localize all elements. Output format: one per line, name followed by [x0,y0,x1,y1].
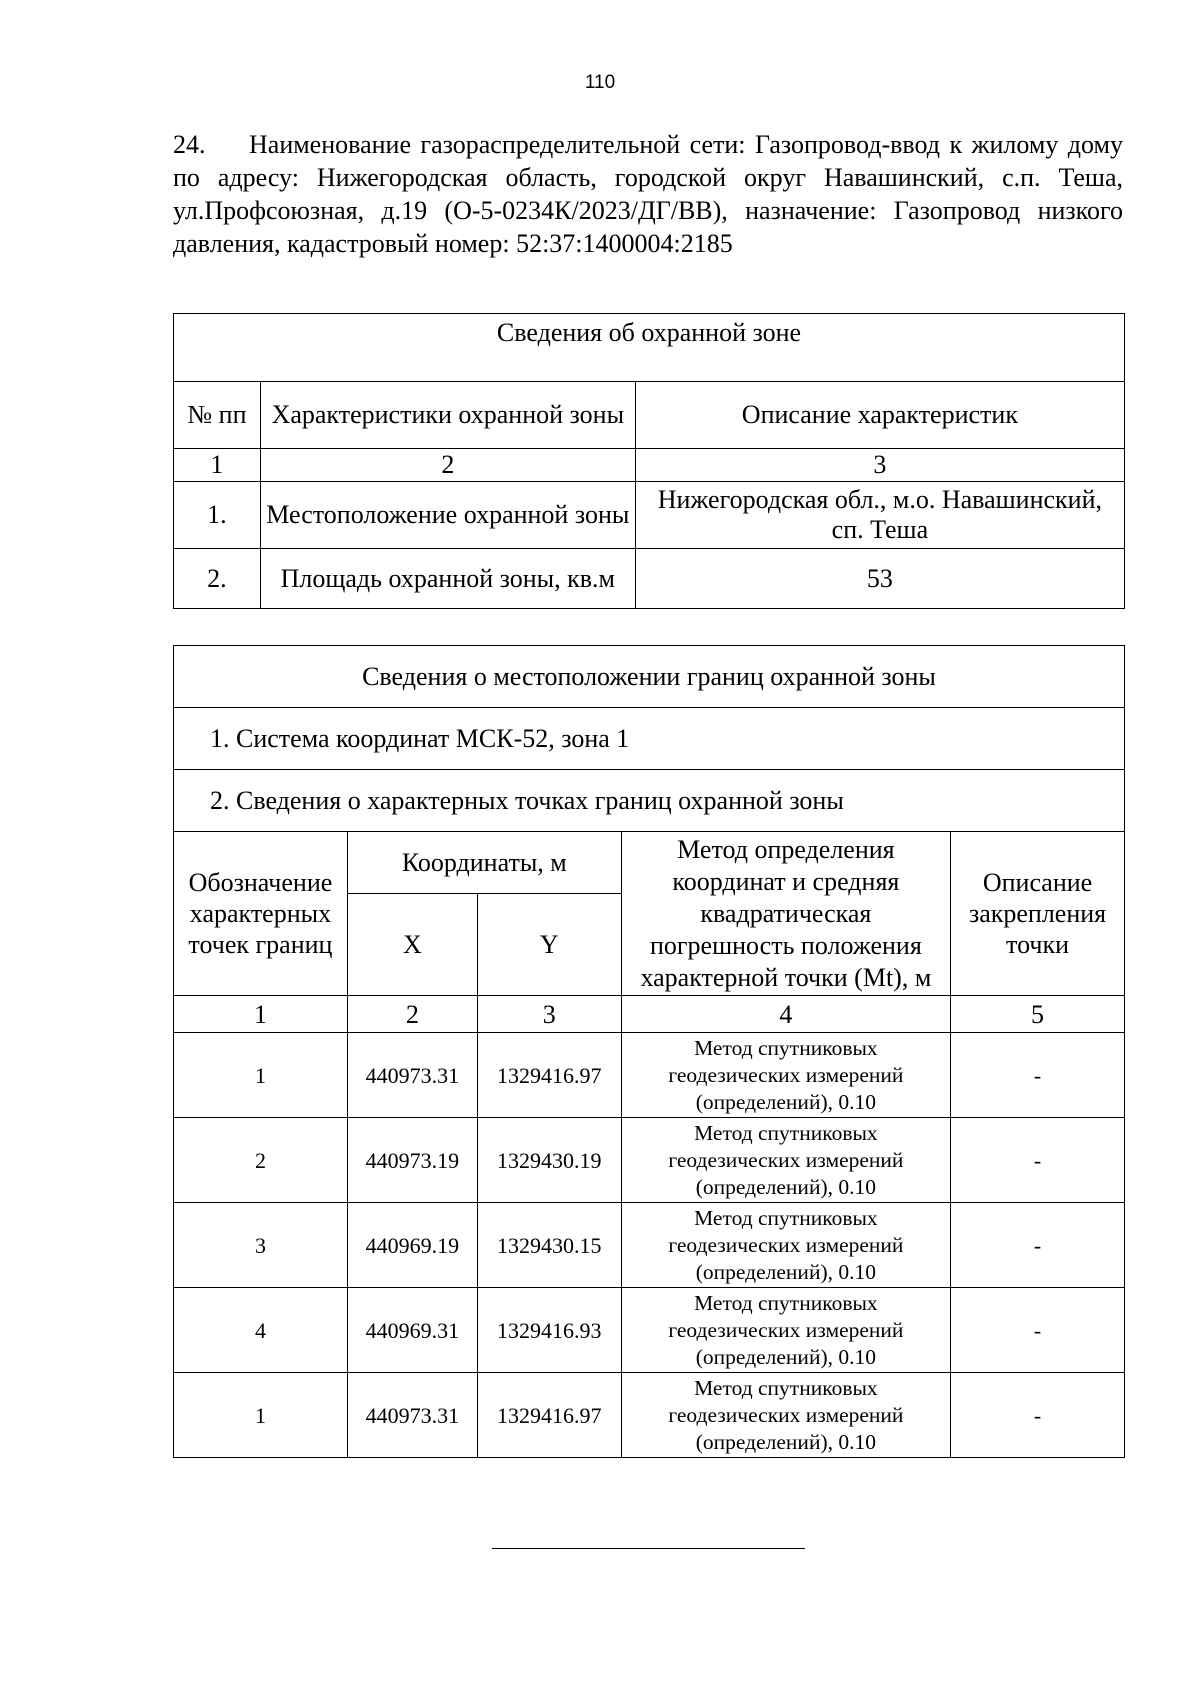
page-number: 110 [584,72,616,93]
footer-divider [492,1548,805,1549]
point-x: 440969.31 [347,1288,477,1373]
table-row [174,1118,1125,1203]
header-method: Метод определения координат и средняя квадратическая погрешность положения характерной точки (Mt), м [621,832,950,996]
row-number: 2. [174,549,261,609]
col-number-1: 1 [174,449,261,482]
point-x: 440973.31 [347,1033,477,1118]
table-row [174,1203,1125,1288]
point-description: - [951,1288,1125,1373]
col-number-3: 3 [635,449,1124,482]
point-id: 1 [174,1373,348,1458]
point-description: - [951,1203,1125,1288]
point-method: Метод спутниковых геодезических измерений (определений), 0.10 [621,1373,950,1458]
point-description: - [951,1373,1125,1458]
col-number-4: 4 [621,996,950,1033]
point-description: - [951,1033,1125,1118]
table-row [174,1288,1125,1373]
point-description: - [951,1118,1125,1203]
zone-table-title: Сведения об охранной зоне [174,314,1125,382]
header-designation: Обозначение характерных точек границ [174,832,348,996]
table-row [174,549,1125,609]
point-y: 1329416.97 [477,1033,621,1118]
point-y: 1329416.97 [477,1373,621,1458]
point-x: 440973.31 [347,1373,477,1458]
point-x: 440973.19 [347,1118,477,1203]
network-description [173,128,1123,260]
col-number-5: 5 [951,996,1125,1033]
points-title: 2. Сведения о характерных точках границ охранной зоны [174,770,1125,832]
point-y: 1329430.15 [477,1203,621,1288]
row-name: Площадь охранной зоны, кв.м [260,549,635,609]
col-number-2: 2 [260,449,635,482]
header-number: № пп [174,382,261,449]
row-value: Нижегородская обл., м.о. Навашинский, сп. Теша [635,482,1124,549]
header-x: X [347,894,477,996]
boundaries-table [173,645,1125,1458]
row-name: Местоположение охранной зоны [260,482,635,549]
header-point-description: Описание закрепления точки [951,832,1125,996]
point-method: Метод спутниковых геодезических измерений (определений), 0.10 [621,1203,950,1288]
row-number: 1. [174,482,261,549]
point-id: 1 [174,1033,348,1118]
point-id: 2 [174,1118,348,1203]
bounds-table-title: Сведения о местоположении границ охранной зоны [174,646,1125,708]
protection-zone-table [173,313,1125,609]
coordinate-system: 1. Система координат МСК-52, зона 1 [174,708,1125,770]
point-id: 3 [174,1203,348,1288]
point-method: Метод спутниковых геодезических измерений (определений), 0.10 [621,1288,950,1373]
header-y: Y [477,894,621,996]
item-text: Наименование газораспределительной сети: Газопровод-ввод к жилому дому по адресу: Нижегородская область, городской округ Навашинский, с.п. Теша, ул.Профсоюзная, д.19 (О-5-0234К/2023/ДГ/ВВ), назначение: Газопровод низкого давления, кадастровый номер: 52:37:1400004:2185 [173,130,1123,258]
point-method: Метод спутниковых геодезических измерений (определений), 0.10 [621,1118,950,1203]
header-coordinates: Координаты, м [347,832,621,894]
table-row [174,482,1125,549]
col-number-1: 1 [174,996,348,1033]
row-value: 53 [635,549,1124,609]
item-number: 24. [173,130,206,159]
header-characteristics: Характеристики охранной зоны [260,382,635,449]
point-method: Метод спутниковых геодезических измерений (определений), 0.10 [621,1033,950,1118]
point-y: 1329430.19 [477,1118,621,1203]
header-description: Описание характеристик [635,382,1124,449]
point-id: 4 [174,1288,348,1373]
col-number-3: 3 [477,996,621,1033]
point-x: 440969.19 [347,1203,477,1288]
table-row [174,1373,1125,1458]
table-row [174,1033,1125,1118]
point-y: 1329416.93 [477,1288,621,1373]
col-number-2: 2 [347,996,477,1033]
